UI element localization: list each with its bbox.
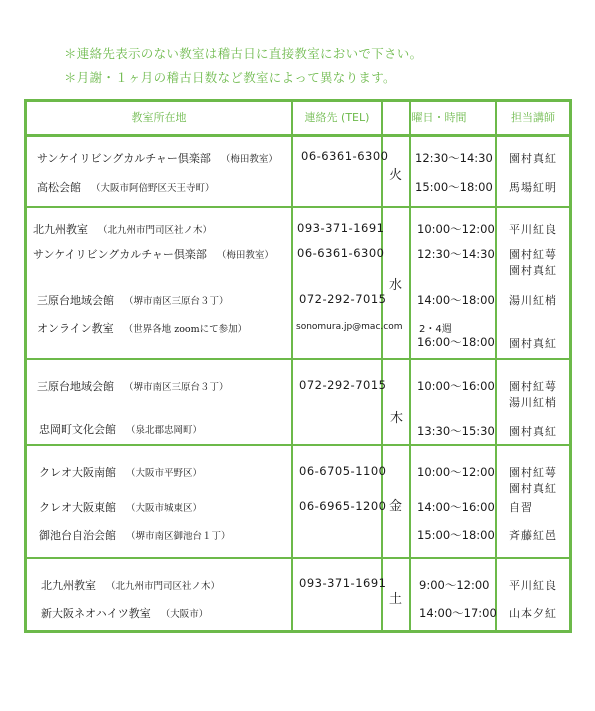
class-time: 16:00～18:00 [417,335,495,349]
location-name: クレオ大阪東館 （大阪市城東区） [39,501,203,514]
class-time: 9:00～12:00 [419,578,490,592]
teacher-name: 斉藤紅邑 [509,529,557,542]
class-time: 10:00～12:00 [417,465,495,479]
phone-number: 093-371-1691 [297,221,385,235]
phone-number: 06-6361-6300 [301,149,389,163]
class-time: 12:30～14:30 [417,247,495,261]
class-week-note: 2・4週 [419,324,452,335]
teacher-name: 園村紅萼 [509,248,557,261]
location-name: 忠岡町文化会館 （泉北郡忠岡町） [39,423,203,436]
location-name: 北九州教室 （北九州市門司区社ノ木） [33,223,213,236]
location-name: 北九州教室 （北九州市門司区社ノ木） [41,579,221,592]
row-divider [27,206,569,208]
teacher-name: 馬場紅明 [509,181,557,194]
column-divider [495,102,497,630]
location-name: 三原台地域会館 （堺市南区三原台３丁） [37,380,229,393]
class-time: 14:00～18:00 [417,293,495,307]
phone-number: 06-6705-1100 [299,464,387,478]
teacher-name: 湯川紅梢 [509,294,557,307]
phone-number: 072-292-7015 [299,292,387,306]
weekday-label: 金 [389,499,403,514]
location-name: サンケイリビングカルチャー倶楽部 （梅田教室） [37,152,278,165]
teacher-name: 園村真紅 [509,152,557,165]
location-name: 新大阪ネオハイツ教室 （大阪市） [41,607,209,620]
teacher-name: 園村真紅 [509,337,557,350]
column-divider [291,102,293,630]
class-time: 15:00～18:00 [417,528,495,542]
row-divider [27,444,569,446]
phone-number: 06-6965-1200 [299,499,387,513]
class-time: 14:00～16:00 [417,500,495,514]
teacher-name: 園村真紅 [509,482,557,495]
location-name: 御池台自治会館 （堺市南区御池台１丁） [39,529,231,542]
phone-number: 072-292-7015 [299,378,387,392]
phone-number: 06-6361-6300 [297,246,385,260]
column-divider [409,102,411,630]
weekday-label: 木 [390,411,404,426]
class-time: 13:30～15:30 [417,424,495,438]
teacher-name: 園村紅萼 [509,380,557,393]
teacher-name: 湯川紅梢 [509,396,557,409]
row-divider [27,557,569,559]
class-time: 15:00～18:00 [415,180,493,194]
teacher-name: 自習 [509,501,533,514]
column-divider [381,102,383,630]
header-location: 教室所在地 [131,111,187,124]
class-time: 10:00～16:00 [417,379,495,393]
teacher-name: 園村紅萼 [509,466,557,479]
row-divider [27,358,569,360]
row-divider [27,134,569,137]
class-time: 12:30～14:30 [415,151,493,165]
location-name: 三原台地域会館 （堺市南区三原台３丁） [37,294,229,307]
teacher-name: 園村真紅 [509,425,557,438]
note-fees: ＊月謝・１ヶ月の稽古日数など教室によって異なります。 [64,70,396,85]
location-name: クレオ大阪南館 （大阪市平野区） [39,466,203,479]
note-contact: ＊連絡先表示のない教室は稽古日に直接教室においで下さい。 [64,46,423,61]
teacher-name: 平川紅良 [509,223,557,236]
header-schedule: 曜日・時間 [411,111,467,124]
class-time: 10:00～12:00 [417,222,495,236]
header-contact: 連絡先 (TEL) [304,111,370,124]
phone-number: 093-371-1691 [299,576,387,590]
classroom-schedule-table [24,99,572,633]
teacher-name: 園村真紅 [509,264,557,277]
teacher-name: 山本夕紅 [509,607,557,620]
weekday-label: 土 [389,592,403,607]
header-teacher: 担当講師 [511,111,555,124]
location-name: オンライン教室 （世界各地 zoomにて参加） [37,322,248,335]
email-address: sonomura.jp@mac.com [296,322,403,332]
weekday-label: 水 [389,278,403,293]
location-name: 高松会館 （大阪市阿倍野区天王寺町） [37,181,215,194]
location-name: サンケイリビングカルチャー倶楽部 （梅田教室） [33,248,274,261]
weekday-label: 火 [389,168,403,183]
class-time: 14:00～17:00 [419,606,497,620]
teacher-name: 平川紅良 [509,579,557,592]
